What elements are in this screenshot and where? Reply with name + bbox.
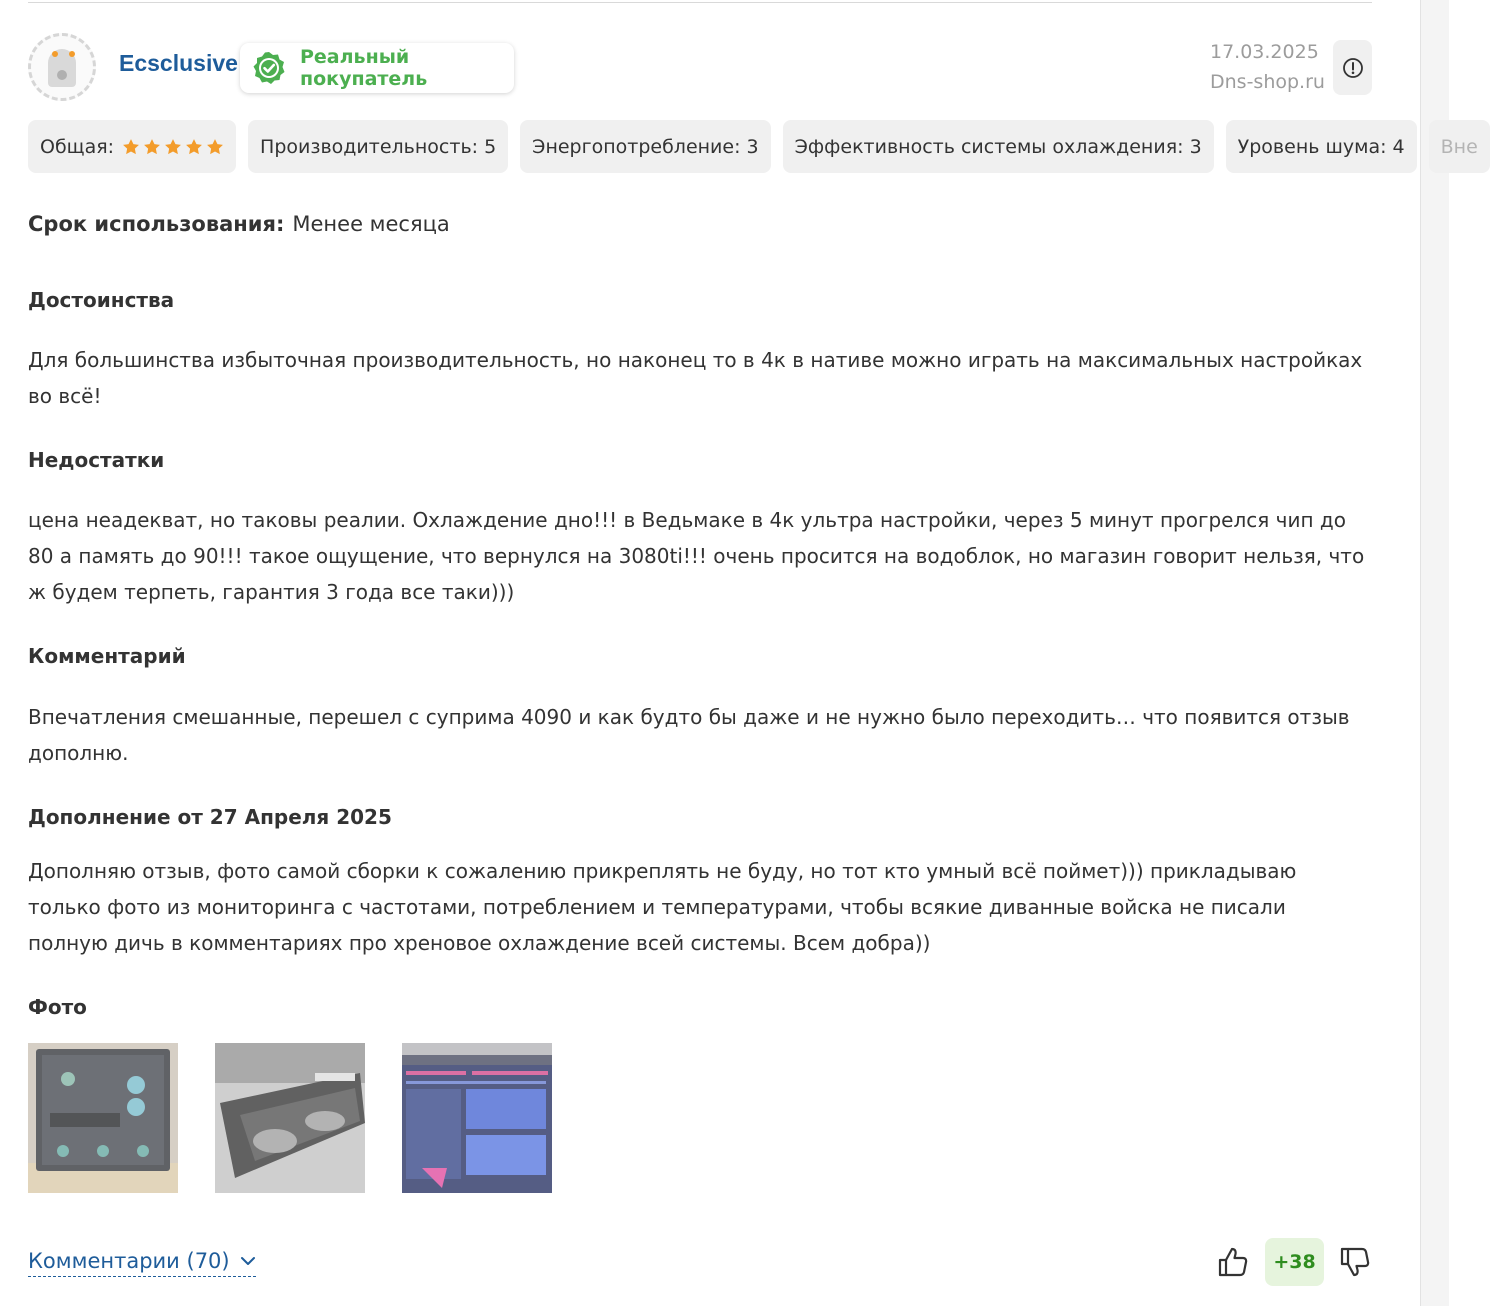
review-date: 17.03.2025: [1210, 41, 1319, 63]
rating-chip-performance: Производительность: 5: [248, 120, 508, 173]
thumbs-down-icon: [1338, 1245, 1372, 1279]
comment-title: Комментарий: [28, 644, 186, 668]
rating-chip-overall: Общая:: [28, 120, 236, 173]
ratings-bar[interactable]: [28, 120, 1478, 173]
verified-buyer-badge: [240, 43, 514, 93]
chevron-down-icon: [240, 1255, 256, 1267]
pc-case-photo[interactable]: [28, 1043, 178, 1193]
rating-chip-appearance: Вне: [1429, 120, 1490, 173]
rating-chip-power: Энергопотребление: 3: [520, 120, 770, 173]
monitoring-screen-photo[interactable]: [402, 1043, 552, 1193]
addendum-title: Дополнение от 27 Апреля 2025: [28, 805, 392, 829]
usage-label: Срок использования:: [28, 212, 285, 236]
star-icon: [143, 138, 161, 156]
author-name[interactable]: Ecsclusive: [119, 50, 238, 76]
vote-score: +38: [1265, 1238, 1324, 1286]
photo-gallery: [28, 1043, 552, 1193]
photos-title: Фото: [28, 995, 87, 1019]
usage-value: Менее месяца: [292, 212, 450, 236]
avatar[interactable]: [28, 33, 96, 101]
pros-title: Достоинства: [28, 288, 175, 312]
usage-period: [28, 212, 450, 236]
gpu-photo[interactable]: [215, 1043, 365, 1193]
cons-title: Недостатки: [28, 448, 165, 472]
page-scroll-rail: [1420, 0, 1449, 1306]
review-source: Dns-shop.ru: [1210, 71, 1325, 93]
comment-text: Впечатления смешанные, перешел с суприма 4090 и как будто бы даже и не нужно было переходить… что появится отзыв дополню.: [28, 705, 1350, 765]
star-rating: [122, 138, 224, 156]
verified-check-icon: [252, 51, 286, 85]
dislike-button[interactable]: [1338, 1245, 1372, 1279]
rating-chip-cooling: Эффективность системы охлаждения: 3: [783, 120, 1214, 173]
cons-text: цена неадекват, но таковы реалии. Охлаждение дно!!! в Ведьмаке в 4к ультра настройки, через 5 минут прогрелся чип до 80 а память до 90!!! такое ощущение, что вернулся на 3080ti!!! очень просится на водоблок, но магазин говорит нельзя, что ж будем терпеть, гарантия 3 года все таки))): [28, 508, 1365, 604]
star-icon: [185, 138, 203, 156]
star-icon: [122, 138, 140, 156]
pros-text: Для большинства избыточная производительность, но наконец то в 4к в нативе можно играть на максимальных настройках во всё!: [28, 348, 1363, 408]
star-icon: [206, 138, 224, 156]
report-button[interactable]: [1333, 40, 1372, 95]
addendum-text: Дополняю отзыв, фото самой сборки к сожалению прикреплять не буду, но тот кто умный всё поймет))) прикладываю только фото из мониторинга с частотами, потреблением и температурами, чтобы всякие диванные войска не писали полную дичь в комментариях про хреновое охлаждение всей системы. Всем добра)): [28, 859, 1297, 955]
badge-label: Реальный покупатель: [300, 46, 428, 90]
exclamation-circle-icon: [1342, 57, 1364, 79]
divider: [28, 2, 1372, 3]
like-button[interactable]: [1216, 1245, 1250, 1279]
thumbs-up-icon: [1216, 1245, 1250, 1279]
comments-label: Комментарии (70): [28, 1249, 230, 1273]
comments-toggle[interactable]: [28, 1249, 256, 1277]
star-icon: [164, 138, 182, 156]
rating-chip-noise: Уровень шума: 4: [1226, 120, 1417, 173]
